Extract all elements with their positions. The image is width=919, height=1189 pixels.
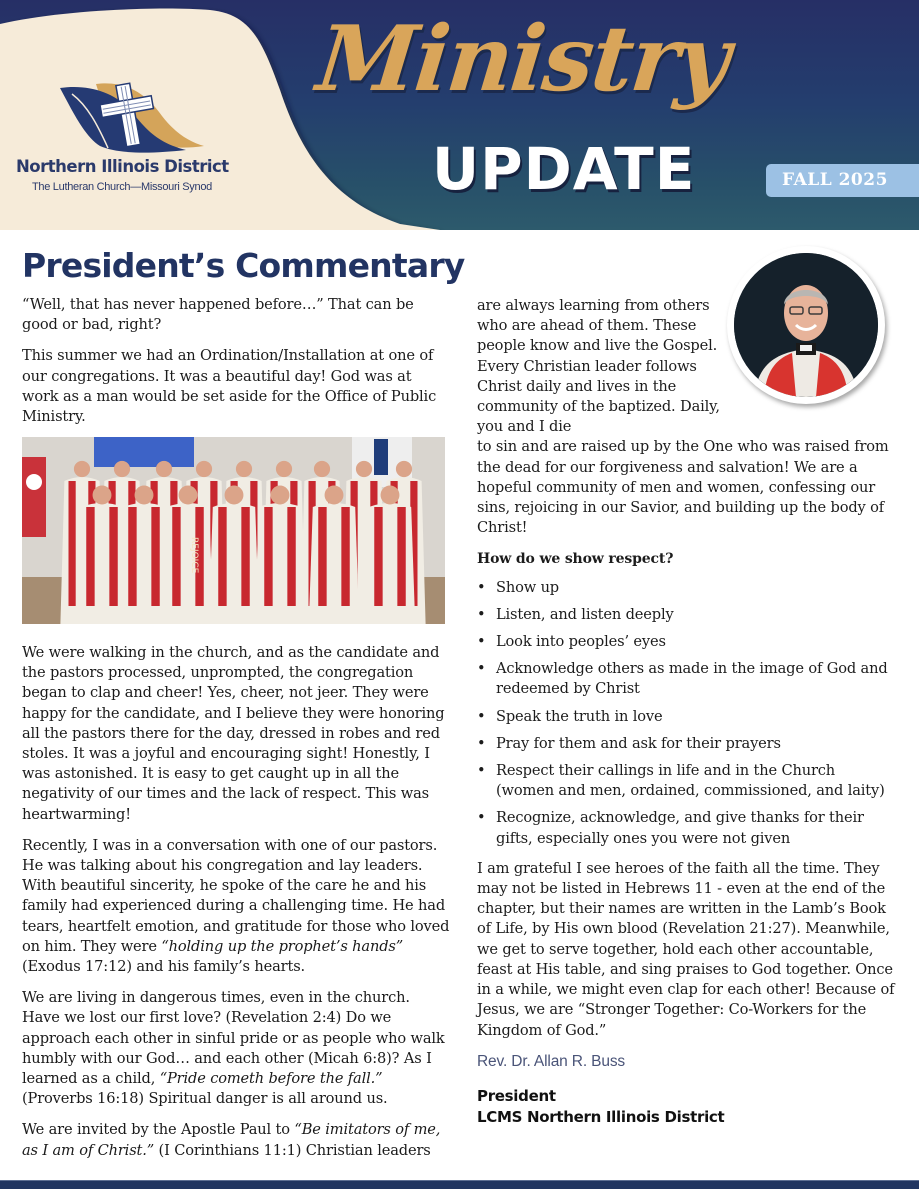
- clergy-figure: [163, 486, 213, 624]
- clergy-figure: [365, 486, 415, 624]
- list-item: • Recognize, acknowledge, and give thanks for their gifts, especially ones you were not given: [477, 808, 897, 848]
- paragraph: Recently, I was in a conversation with one of our pastors. He was talking about his congregation and lay leaders. With beautiful sincerity, he spoke of the care he and his family had experienced during a challenging time. He had tears, heartfelt emotion, and gratitude for those who loved on him. They were “holding up the prophet’s hands” (Exodus 17:12) and his family’s hearts.: [22, 836, 450, 976]
- list-item: • Pray for them and ask for their prayers: [477, 734, 897, 754]
- stole-lettering: REJOICE: [189, 537, 199, 574]
- clergy-group-illustration: [22, 437, 445, 624]
- masthead: [0, 0, 919, 230]
- district-name: Northern Illinois District: [16, 157, 229, 176]
- article-title: President’s Commentary: [22, 246, 465, 285]
- respect-list: [477, 578, 897, 849]
- signature-organization: LCMS Northern Illinois District: [477, 1107, 725, 1126]
- district-logo-icon: [58, 76, 208, 156]
- right-column: [477, 296, 897, 1128]
- signature-title: President: [477, 1086, 556, 1105]
- clergy-figure: [309, 486, 359, 624]
- newsletter-title-script: Ministry: [312, 6, 733, 112]
- signature-name: Rev. Dr. Allan R. Buss: [477, 1052, 626, 1070]
- paragraph: We are living in dangerous times, even in the church. Have we lost our first love? (Revelation 2:4) Do we approach each other in sinful pride or as people who walk humbly with our God… and each other (Micah 6:8)? As I learned as a child, “Pride cometh before the fall.” (Proverbs 16:18) Spiritual danger is all around us.: [22, 989, 445, 1108]
- paragraph: We were walking in the church, and as the candidate and the pastors processed, unprompted, the congregation began to clap and cheer! Yes, cheer, not jeer. They were happy for the candidate, and I believe they were honoring all the pastors there for the day, dressed in robes and red stoles. It was a joyful and encouraging sight! Honestly, I was astonished. It is easy to get caught up in all the negativity of our times and the lack of respect. This was heartwarming!: [22, 644, 445, 823]
- clergy-figure: [119, 486, 169, 624]
- newsletter-title-update: UPDATE: [432, 135, 696, 203]
- paragraph: I am grateful I see heroes of the faith all the time. They may not be listed in Hebrews 11 - even at the end of the chapter, but their names are written in the Lamb’s Book of Life, by His own blood (Revelation 21:27). Meanwhile, we get to serve together, hold each other accountable, feast at His table, and sing praises to God together. Once in a while, we might even clap for each other! Because of Jesus, we are “Stronger Together: Co-Workers for the Kingdom of God.”: [477, 859, 895, 1039]
- paragraph: This summer we had an Ordination/Installation at one of our congregations. It was a beautiful day! God was at work as a man would be set aside for the Office of Public Ministry.: [22, 347, 437, 426]
- list-item: • Look into peoples’ eyes: [477, 632, 897, 652]
- scripture-quote: “holding up the prophet’s hands”: [161, 937, 404, 955]
- list-item: • Speak the truth in love: [477, 707, 897, 727]
- clergy-figure: [209, 486, 259, 624]
- paragraph: We are invited by the Apostle Paul to “Be imitators of me, as I am of Christ.” (I Corinthians 11:1) Christian leaders: [22, 1121, 441, 1159]
- ordination-group-photo: [22, 437, 445, 624]
- synod-name: The Lutheran Church—Missouri Synod: [32, 181, 212, 193]
- paragraph-wrapped: are always learning from others who are ahead of them. These people know and live the Gospel. Every Christian leader follows Christ daily and lives in the community of the baptized. Daily, you and I die: [477, 297, 720, 436]
- list-item: • Respect their callings in life and in the Church (women and men, ordained, commissioned, and laity): [477, 761, 897, 801]
- footer-bar: [0, 1180, 919, 1189]
- list-item: • Listen, and listen deeply: [477, 605, 897, 625]
- list-item: • Show up: [477, 578, 897, 598]
- paragraph: “Well, that has never happened before…” That can be good or bad, right?: [22, 296, 414, 334]
- respect-heading: How do we show respect?: [477, 551, 674, 568]
- scripture-quote: “Pride cometh before the fall.”: [159, 1070, 383, 1088]
- paragraph: to sin and are raised up by the One who was raised from the dead for our forgiveness and salvation! We are a hopeful community of men and women, confessing our sins, rejoicing in our Savior, and building up the body of Christ!: [477, 438, 889, 537]
- left-column-top: [22, 295, 450, 438]
- issue-badge: FALL 2025: [766, 164, 919, 197]
- list-item: • Acknowledge others as made in the image of God and redeemed by Christ: [477, 659, 897, 699]
- left-column-bottom: [22, 643, 450, 1172]
- clergy-figure: [255, 486, 305, 624]
- scripture-quote: “Be imitators of me, as I am of Christ.”: [22, 1121, 441, 1159]
